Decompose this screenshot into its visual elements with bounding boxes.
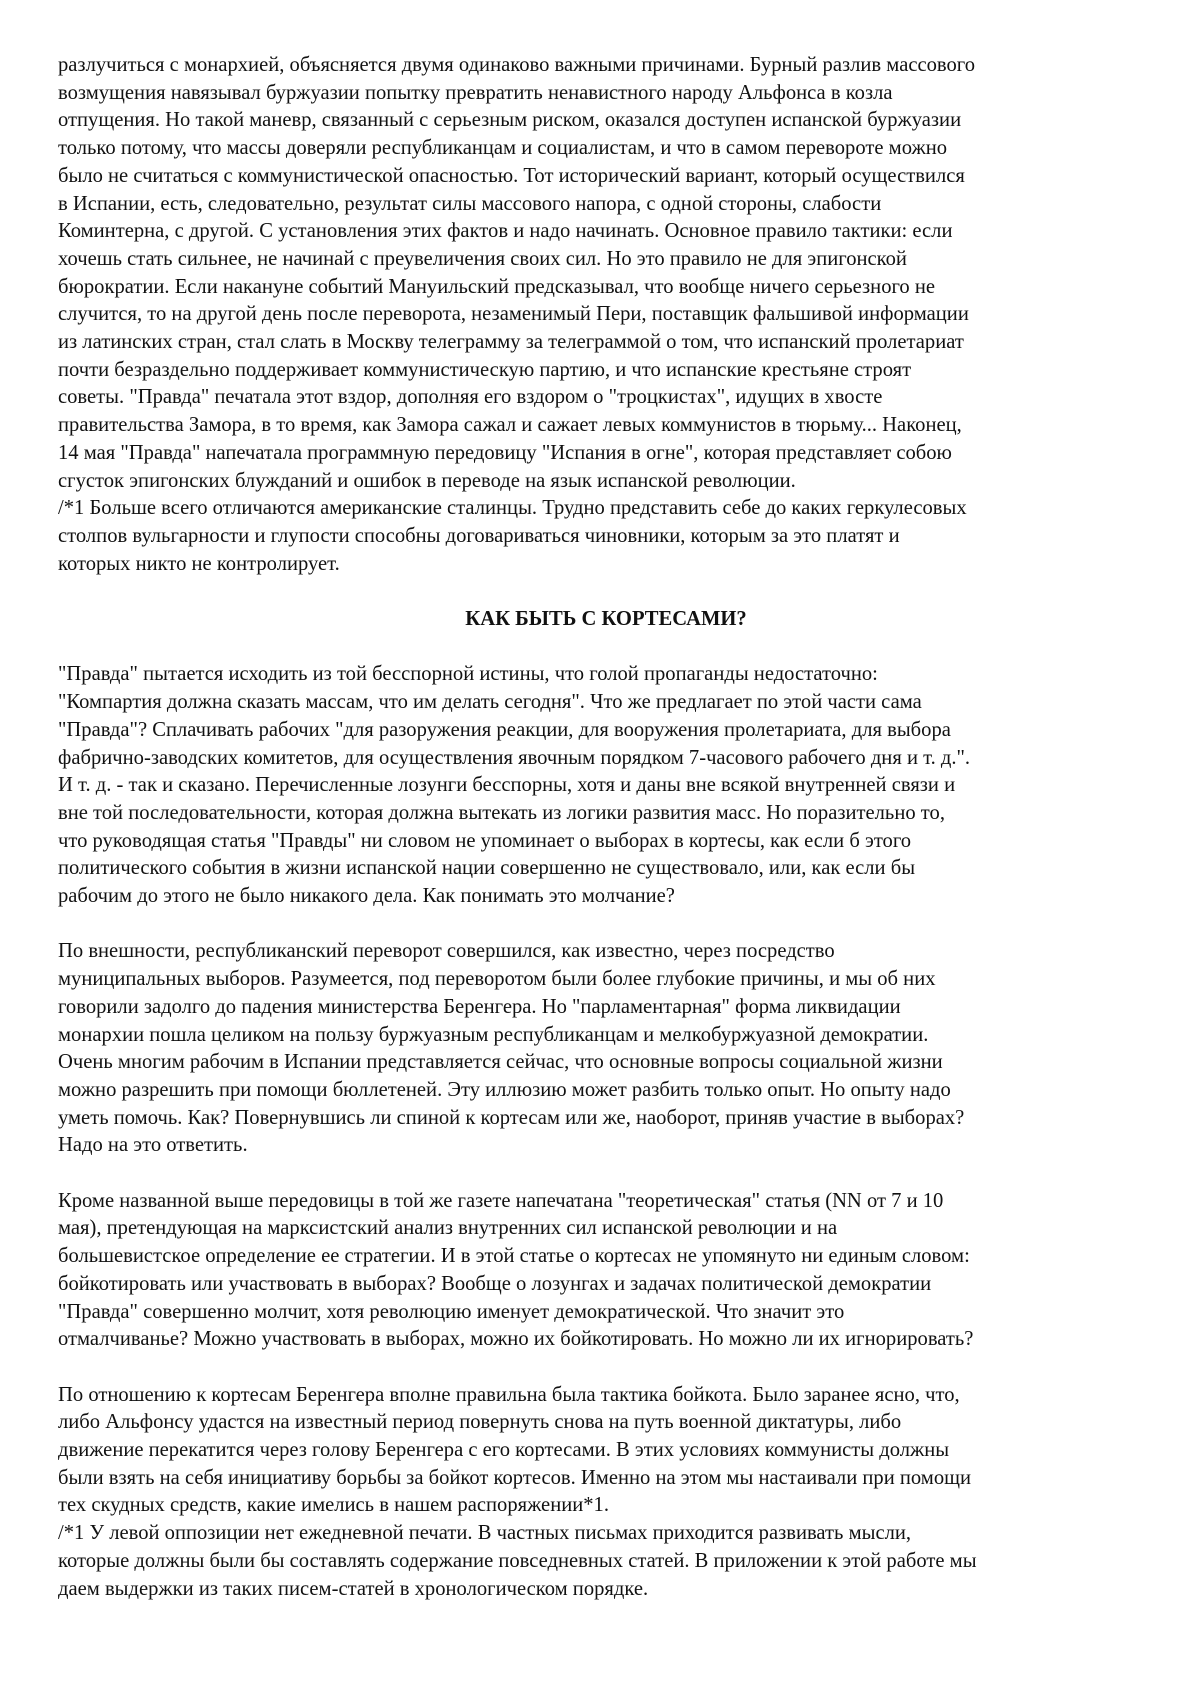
text-line: движение перекатится через голову Беренгера с его кортесами. В этих условиях коммунисты должны <box>58 1439 950 1462</box>
text-line: в Испании, есть, следовательно, результат силы массового напора, с одной стороны, слабости <box>58 192 882 215</box>
text-line: "Компартия должна сказать массам, что им делать сегодня". Что же предлагает по этой части сама <box>58 691 922 714</box>
text-line: Очень многим рабочим в Испании представляется сейчас, что основные вопросы социальной жизни <box>58 1051 943 1074</box>
text-line: отмалчиванье? Можно участвовать в выборах, можно их бойкотировать. Но можно ли их игнорировать? <box>58 1328 974 1351</box>
text-line: либо Альфонсу удастся на известный период повернуть снова на путь военной диктатуры, либо <box>58 1411 902 1434</box>
text-line: разлучиться с монархией, объясняется двумя одинаково важными причинами. Бурный разлив массового <box>58 54 976 76</box>
text-line: И т. д. - так и сказано. Перечисленные лозунги бесспорны, хотя и даны вне всякой внутренней связи и <box>58 774 956 797</box>
text-line: Кроме названной выше передовицы в той же газете напечатана "теоретическая" статья (NN от 7 и 10 <box>58 1189 944 1212</box>
text-line: По отношению к кортесам Беренгера вполне правильна была тактика бойкота. Было заранее ясно, что, <box>58 1383 960 1406</box>
blank-line <box>58 634 1154 662</box>
text-line: бюрократии. Если накануне событий Мануильский предсказывал, что вообще ничего серьезного не <box>58 275 936 298</box>
footnote-line: столпов вульгарности и глупости способны договариваться чиновники, которым за это платят и <box>58 524 900 547</box>
text-line: Надо на это ответить. <box>58 1134 248 1157</box>
text-line: почти безраздельно поддерживает коммунистическую партию, и что испанские крестьяне строят <box>58 358 912 381</box>
footnote-line: которые должны были бы составлять содержание повседневных статей. В приложении к этой работе мы <box>58 1549 977 1572</box>
text-line: что руководящая статья "Правды" ни словом не упоминает о выборах в кортесы, как если б этого <box>58 829 912 852</box>
text-line: было не считаться с коммунистической опасностью. Тот исторический вариант, который осуществился <box>58 164 965 187</box>
footnote-line: которых никто не контролирует. <box>58 552 340 575</box>
blank-line <box>58 1354 1154 1382</box>
footnote-line: даем выдержки из таких писем-статей в хронологическом порядке. <box>58 1577 649 1600</box>
text-line: бойкотировать или участвовать в выборах? Вообще о лозунгах и задачах политической демократии <box>58 1272 932 1295</box>
text-line: большевистское определение ее стратегии. И в этой статье о кортесах не упомянуто ни единым словом: <box>58 1245 970 1268</box>
paragraph-boycott <box>58 1382 1154 1604</box>
text-line: "Правда" совершенно молчит, хотя революцию именует демократической. Что значит это <box>58 1300 845 1323</box>
footnote-line: /*1 Больше всего отличаются американские сталинцы. Трудно представить себе до каких геркулесовых <box>58 497 967 520</box>
text-line: политического события в жизни испанской нации совершенно не существовало, или, как если бы <box>58 857 916 880</box>
text-line: тех скудных средств, какие имелись в нашем распоряжении*1. <box>58 1494 609 1517</box>
text-line: были взять на себя инициативу борьбы за бойкот кортесов. Именно на этом мы настаивали при помощи <box>58 1466 971 1489</box>
text-line: только потому, что массы доверяли республиканцам и социалистам, и что в самом перевороте можно <box>58 137 948 160</box>
text-line: отпущения. Но такой маневр, связанный с серьезным риском, оказался доступен испанской буржуазии <box>58 109 962 132</box>
text-line: Коминтерна, с другой. С установления этих фактов и надо начинать. Основное правило тактики: если <box>58 220 953 243</box>
paragraph-coup <box>58 938 1154 1160</box>
text-line: 14 мая "Правда" напечатала программную передовицу "Испания в огне", которая представляет собою <box>58 441 952 464</box>
text-line: хочешь стать сильнее, не начинай с преувеличения своих сил. Но это правило не для эпигонской <box>58 247 907 270</box>
text-line: случится, то на другой день после переворота, незаменимый Пери, поставщик фальшивой информации <box>58 303 969 326</box>
text-line: сгусток эпигонских блужданий и ошибок в переводе на язык испанской революции. <box>58 469 796 492</box>
text-line: муниципальных выборов. Разумеется, под переворотом были более глубокие причины, и мы об них <box>58 968 936 991</box>
blank-line <box>58 1160 1154 1188</box>
text-line: советы. "Правда" печатала этот вздор, дополняя его вздором о "троцкистах", идущих в хвосте <box>58 386 883 409</box>
text-line: возмущения навязывал буржуазии попытку превратить ненавистного народу Альфонса в козла <box>58 81 893 104</box>
paragraph-theoretical <box>58 1188 1154 1354</box>
blank-line <box>58 578 1154 606</box>
text-line: мая), претендующая на марксистский анализ внутренних сил испанской революции и на <box>58 1217 838 1240</box>
paragraph-pravda <box>58 661 1154 910</box>
text-line: "Правда"? Сплачивать рабочих "для разоружения реакции, для вооружения пролетариата, для выбора <box>58 718 951 741</box>
document-page <box>58 52 1154 1603</box>
blank-line <box>58 911 1154 939</box>
text-line: рабочим до этого не было никакого дела. Как понимать это молчание? <box>58 885 675 908</box>
text-line: По внешности, республиканский переворот совершился, как известно, через посредство <box>58 940 835 963</box>
footnote-line: /*1 У левой оппозиции нет ежедневной печати. В частных письмах приходится развивать мысли, <box>58 1522 912 1545</box>
text-line: можно разрешить при помощи бюллетеней. Эту иллюзию может разбить только опыт. Но опыту надо <box>58 1078 951 1101</box>
text-line: "Правда" пытается исходить из той бесспорной истины, что голой пропаганды недостаточно: <box>58 663 878 686</box>
text-line: вне той последовательности, которая должна вытекать из логики развития масс. Но поразительно то, <box>58 801 945 824</box>
text-line: монархии пошла целиком на пользу буржуазным республиканцам и мелкобуржуазной демократии. <box>58 1023 929 1046</box>
text-line: из латинских стран, стал слать в Москву телеграмму за телеграммой о том, что испанский пролетариат <box>58 331 964 354</box>
section-heading: КАК БЫТЬ С КОРТЕСАМИ? <box>465 608 747 631</box>
text-line: говорили задолго до падения министерства Беренгера. Но "парламентарная" форма ликвидации <box>58 995 901 1018</box>
text-line: правительства Замора, в то время, как Замора сажал и сажает левых коммунистов в тюрьму... Наконец, <box>58 414 962 437</box>
text-line: уметь помочь. Как? Повернувшись ли спиной к кортесам или же, наоборот, приняв участие в выборах? <box>58 1106 965 1129</box>
text-line: фабрично-заводских комитетов, для осуществления явочным порядком 7-часового рабочего дня и т. д.". <box>58 746 971 769</box>
paragraph-continuation <box>58 52 1154 578</box>
